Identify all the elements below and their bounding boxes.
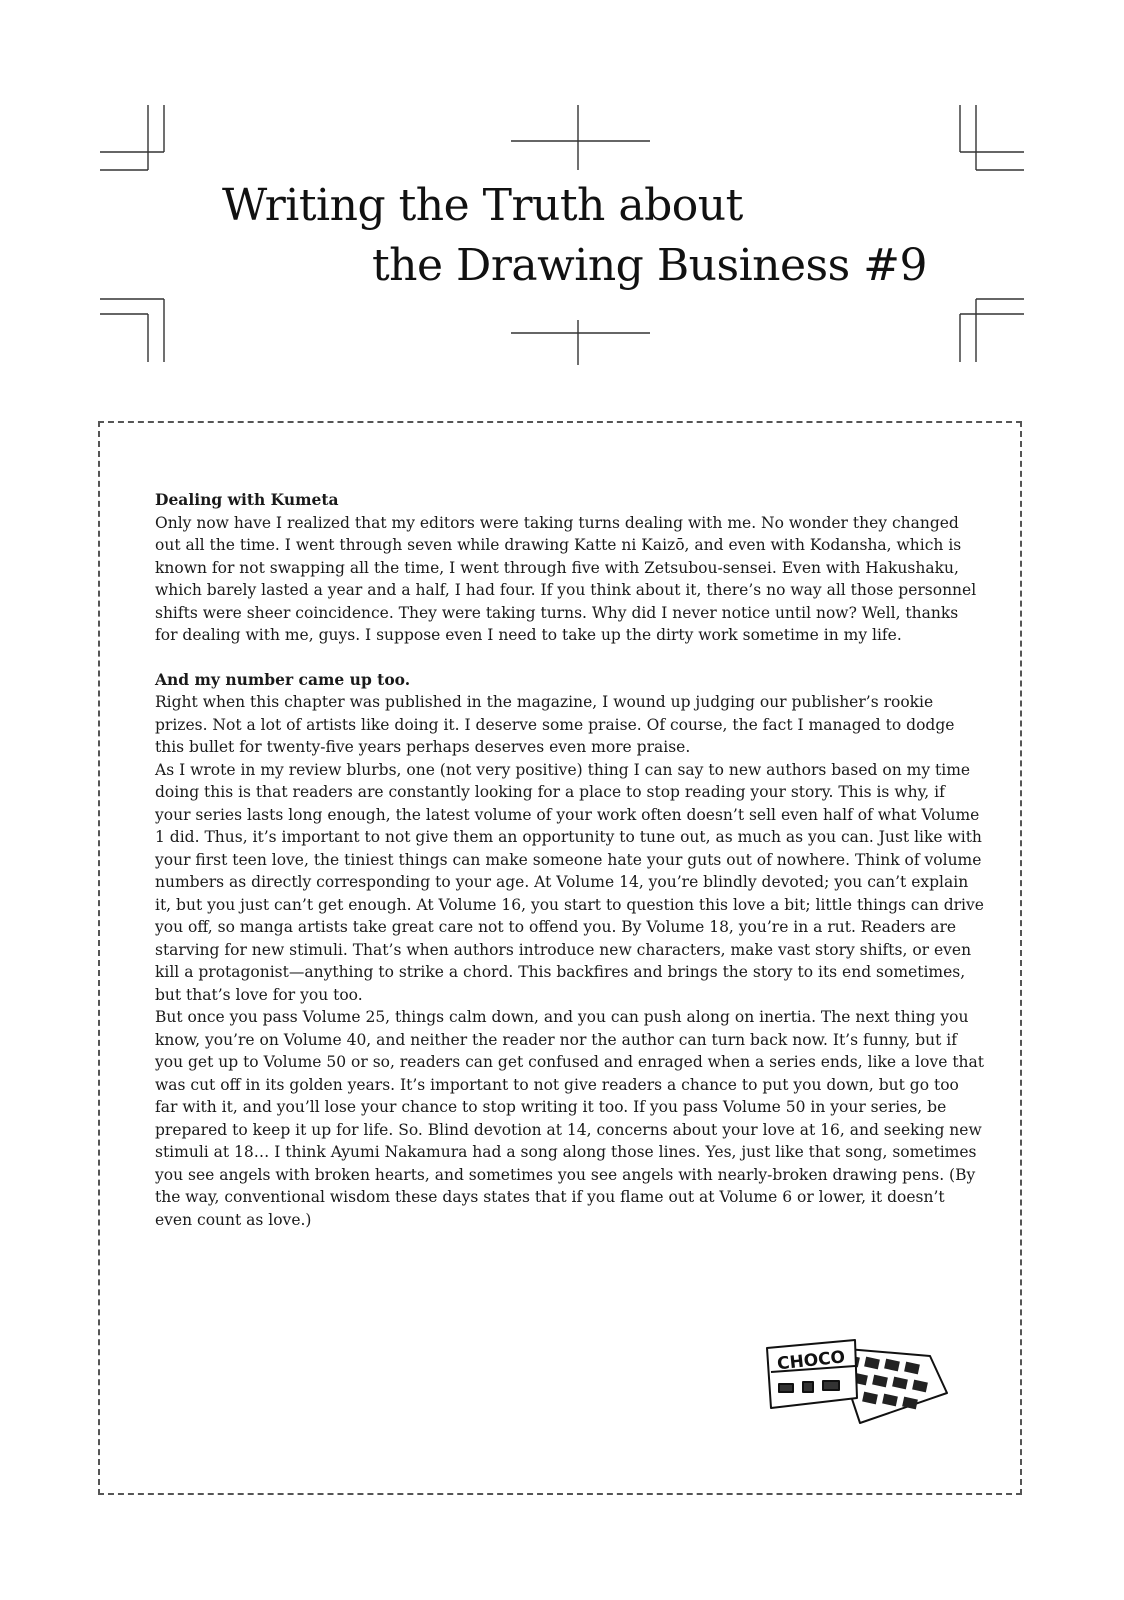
section-paragraph: As I wrote in my review blurbs, one (not very positive) thing I can say to new authors based on my time doing this is that readers are constantly looking for a place to stop reading your story. This is why, if your series lasts long enough, the latest volume of your work often doesn’t sell even half of what Volume 1 did. Thus, it’s important to not give them an opportunity to tune out, as much as you can. Just like with your first teen love, the tiniest things can make someone hate your guts out of nowhere. Think of volume numbers as directly corresponding to your age. At Volume 14, you’re blindly devoted; you can’t explain it, but you just can’t get enough. At Volume 16, you start to question this love a bit; little things can drive you off, so manga artists take great care not to offend you. By Volume 18, you’re in a rut. Readers are starving for new stimuli. That’s when authors introduce new characters, make vast story shifts, or even kill a protagonist—anything to strike a chord. This backfires and brings the story to its end sometimes, but that’s love for you too. <box>155 760 984 1004</box>
section-paragraph: But once you pass Volume 25, things calm down, and you can push along on inertia. The next thing you know, you’re on Volume 40, and neither the reader nor the author can turn back now. It’s funny, but if you get up to Volume 50 or so, readers can get confused and enraged when a series ends, like a love that was cut off in its golden years. It’s important to not give readers a chance to put you down, but go too far with it, and you’ll lose your chance to stop writing it too. If you pass Volume 50 in your series, be prepared to keep it up for life. So. Blind devotion at 14, concerns about your love at 16, and seeking new stimuli at 18… I think Ayumi Nakamura had a song along those lines. Yes, just like that song, sometimes you see angels with broken hearts, and sometimes you see angels with nearly-broken drawing pens. (By the way, conventional wisdom these days states that if you flame out at Volume 6 or lower, it doesn’t even count as love.) <box>155 1008 985 1229</box>
chocolate-box-illustration <box>765 1338 965 1438</box>
section-heading: Dealing with Kumeta <box>155 490 339 509</box>
section-number-came-up <box>155 669 985 1232</box>
article-body <box>155 489 985 1231</box>
section-paragraph: Right when this chapter was published in the magazine, I wound up judging our publisher’s rookie prizes. Not a lot of artists like doing it. I deserve some praise. Of course, the fact I managed to dodge this bullet for twenty-five years perhaps deserves even more praise. <box>155 693 955 756</box>
section-heading: And my number came up too. <box>155 669 411 689</box>
section-paragraph: Only now have I realized that my editors were taking turns dealing with me. No wonder they changed out all the time. I went through seven while drawing Katte ni Kaizō, and even with Kodansha, which is known for not swapping all the time, I went through five with Zetsubou-sensei. Even with Hakushaku, which barely lasted a year and a half, I had four. If you think about it, there’s no way all those personnel shifts were sheer coincidence. They were taking turns. Why did I never notice until now? Well, thanks for dealing with me, guys. I suppose even I need to take up the dirty work sometime in my life. <box>155 513 977 644</box>
page-title-line-2: the Drawing Business #9 <box>372 240 928 291</box>
page-title-line-1: Writing the Truth about <box>222 180 743 231</box>
choco-label: CHOCO <box>776 1347 847 1375</box>
section-dealing-with-kumeta <box>155 489 985 647</box>
